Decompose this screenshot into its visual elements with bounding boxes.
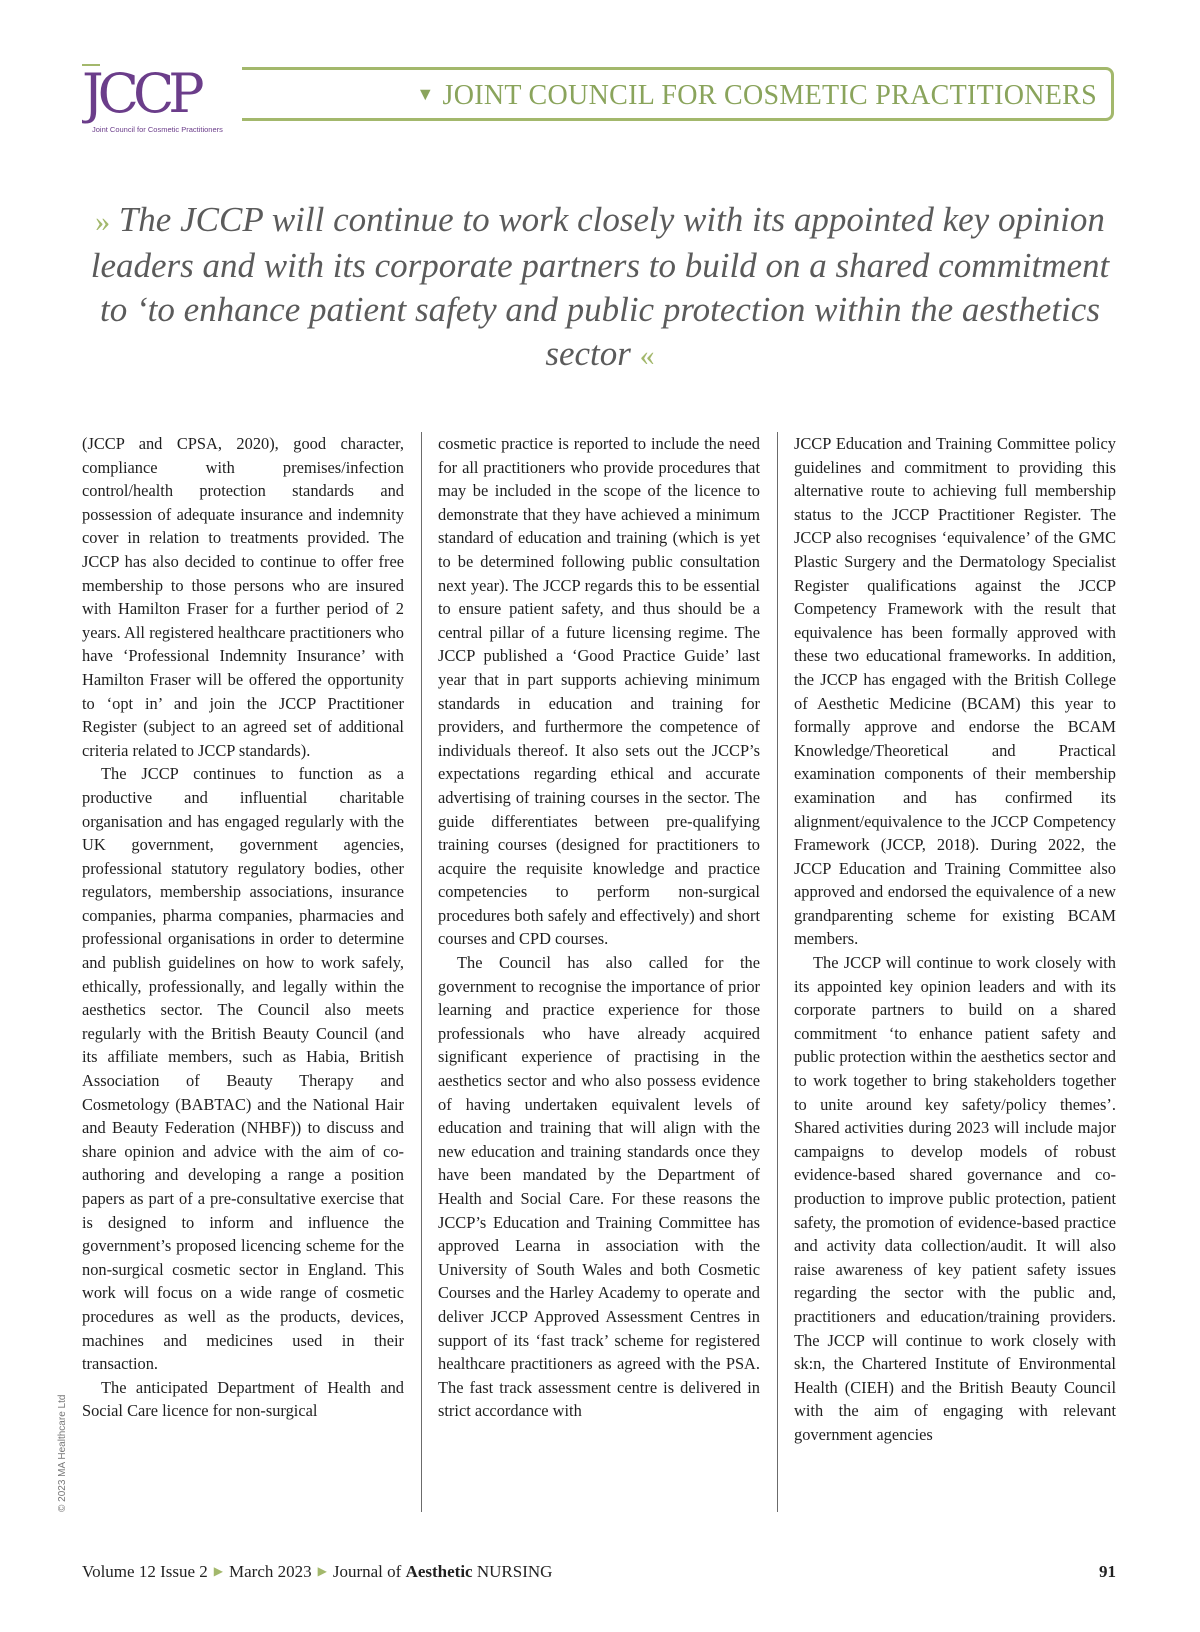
jccp-logo [82, 62, 242, 142]
paragraph: JCCP Education and Training Committee policy guidelines and commitment to providing this alternative route to achieving full membership status to the JCCP Practitioner Register. The JCCP also recognises ‘equivalence’ of the GMC Plastic Surgery and the Dermatology Specialist Register qualifications against the JCCP Competency Framework with the result that equivalence has been formally approved with these two educational frameworks. In addition, the JCCP has engaged with the British College of Aesthetic Medicine (BCAM) this year to formally approve and endorse the BCAM Knowledge/Theoretical and Practical examination components of their membership examination and has confirmed its alignment/equivalence to the JCCP Competency Framework (JCCP, 2018). During 2022, the JCCP Education and Training Committee also approved and endorsed the equivalence of a new grandparenting scheme for existing BCAM members. [794, 434, 1116, 949]
article-column-3 [794, 432, 1116, 1512]
article-column-1 [82, 432, 404, 1512]
paragraph: cosmetic practice is reported to include the need for all practitioners who provide procedures that may be included in the scope of the licence to demonstrate that they have achieved a minimum standard of education and training (which is yet to be determined following public consultation next year). The JCCP regards this to be essential to ensure patient safety, and thus should be a central pillar of a future licensing regime. The JCCP published a ‘Good Practice Guide’ last year that in part supports achieving minimum standards in education and training for providers, and furthermore the competence of individuals thereof. It also sets out the JCCP’s expectations regarding ethical and accurate advertising of training courses in the sector. The guide differentiates between pre-qualifying training courses (designed for practitioners to acquire the requisite knowledge and practice competencies to perform non-surgical procedures both safely and effectively) and short courses and CPD courses. [438, 434, 760, 949]
logo-wordmark: JCCP [82, 62, 199, 125]
logo-subtitle: Joint Council for Cosmetic Practitioners [92, 125, 223, 134]
quote-open-mark: » [95, 205, 111, 238]
footer-journal-bold: Aesthetic [405, 1562, 473, 1581]
footer [82, 1562, 552, 1582]
footer-journal-prefix: Journal of [332, 1562, 402, 1581]
paragraph: The Council has also called for the government to recognise the importance of prior learning and practice experience for those professionals who have already acquired significant experience of practising in the aesthetics sector and who also possess evidence of having undertaken equivalent levels of education and training that will align with the new education and training standards once they have been mandated by the Department of Health and Social Care. For these reasons the JCCP’s Education and Training Committee has approved Learna in association with the University of South Wales and both Cosmetic Courses and the Harley Academy to operate and deliver JCCP Approved Assessment Centres in support of its ‘fast track’ scheme for registered healthcare practitioners as agreed with the PSA. The fast track assessment centre is delivered in strict accordance with [438, 953, 760, 1421]
triangle-down-icon: ▼ [416, 84, 435, 104]
column-divider [421, 432, 422, 1512]
paragraph: The JCCP continues to function as a productive and influential charitable organisation and has engaged regularly with the UK government, government agencies, professional statutory regulatory bodies, other regulators, membership associations, insurance companies, pharma companies, pharmacies and professional organisations in order to determine and publish guidelines on how to work safely, ethically, professionally, and legally within the aesthetics sector. The Council also meets regularly with the British Beauty Council (and its affiliate members, such as Habia, British Association of Beauty Therapy and Cosmetology (BABTAC) and the National Hair and Beauty Federation (NHBF)) to discuss and share opinion and advice with the aim of co-authoring and developing a range a position papers as part of a pre-consultative exercise that is designed to inform and influence the government’s proposed licencing scheme for the non-surgical cosmetic sector in England. This work will focus on a wide range of cosmetic procedures as well as the products, devices, machines and medicines used in their transaction. [82, 764, 404, 1374]
header-title-text: JOINT COUNCIL FOR COSMETIC PRACTITIONERS [442, 80, 1097, 111]
column-divider [777, 432, 778, 1512]
pull-quote-text: The JCCP will continue to work closely with its appointed key opinion leaders and with its corporate partners to build on a shared commitment to ‘to enhance patient safety and public protection within the aesthetics sector [90, 200, 1110, 373]
footer-date: March 2023 [229, 1562, 312, 1581]
footer-volume: Volume 12 Issue 2 [82, 1562, 208, 1581]
paragraph: (JCCP and CPSA, 2020), good character, compliance with premises/infection control/health protection standards and possession of adequate insurance and indemnity cover in relation to treatments provided. The JCCP has also decided to continue to offer free membership to those persons who are insured with Hamilton Fraser for a further period of 2 years. All registered healthcare practitioners who have ‘Professional Indemnity Insurance’ with Hamilton Fraser will be offered the opportunity to ‘opt in’ and join the JCCP Practitioner Register (subject to an agreed set of additional criteria related to JCCP standards). [82, 434, 404, 760]
header-banner [242, 67, 1114, 121]
footer-journal-suffix: NURSING [476, 1562, 553, 1581]
page-number: 91 [1099, 1562, 1116, 1581]
copyright-notice: © 2023 MA Healthcare Ltd [57, 1394, 68, 1512]
header-title [416, 80, 1097, 112]
quote-close-mark: « [639, 339, 655, 372]
pull-quote [90, 198, 1110, 378]
triangle-right-icon: ▶ [317, 1564, 327, 1578]
paragraph: The anticipated Department of Health and Social Care licence for non-surgical [82, 1377, 404, 1421]
paragraph: The JCCP will continue to work closely with its appointed key opinion leaders and with its corporate partners to build on a shared commitment ‘to enhance patient safety and public protection within the aesthetics sector and to work together to bring stakeholders together to unite around key safety/policy themes’. Shared activities during 2023 will include major campaigns to develop models of robust evidence-based shared governance and co-production to improve public protection, patient safety, the promotion of evidence-based practice and activity data collection/audit. It will also raise awareness of key patient safety issues regarding the sector with the public and, practitioners and education/training providers. The JCCP will continue to work closely with sk:n, the Chartered Institute of Environmental Health (CIEH) and the British Beauty Council with the aim of engaging with relevant government agencies [794, 953, 1116, 1444]
triangle-right-icon: ▶ [213, 1564, 223, 1578]
article-column-2 [438, 432, 760, 1512]
